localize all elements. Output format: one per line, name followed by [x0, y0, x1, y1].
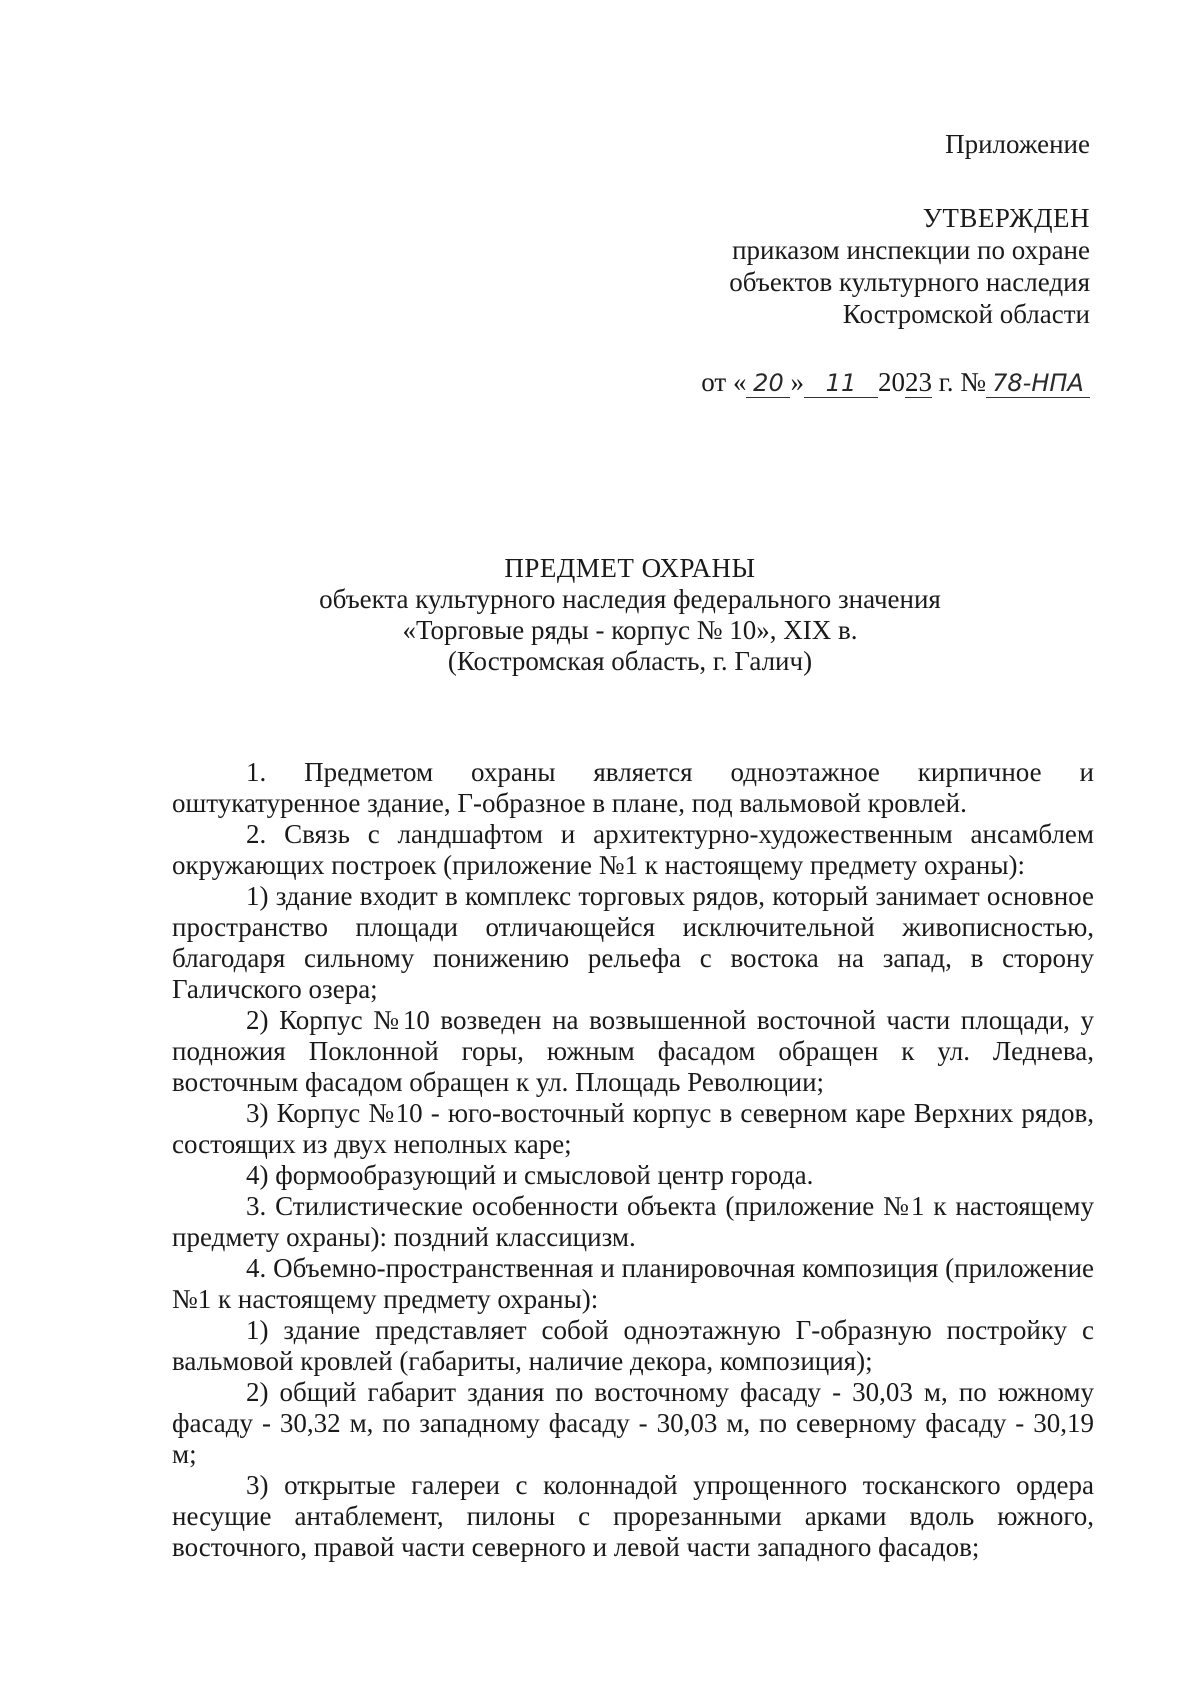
paragraph: 1. Предметом охраны является одноэтажное кирпичное и оштукатуренное здание, Г-образное в плане, под вальмовой кровлей.	[172, 757, 1094, 818]
approval-header	[729, 128, 1090, 330]
order-date-line	[701, 366, 1090, 398]
year-suffix: 23	[904, 367, 932, 397]
paragraph: 2) общий габарит здания по восточному фасаду - 30,03 м, по южному фасаду - 30,32 м, по западному фасаду - 30,03 м, по северному фасаду - 30,19 м;	[172, 1377, 1094, 1469]
approval-line-2: объектов культурного наследия	[729, 267, 1090, 297]
paragraph: 3. Стилистические особенности объекта (приложение №1 к настоящему предмету охраны): поздний классицизм.	[172, 1191, 1094, 1252]
paragraph: 2) Корпус №10 возведен на возвышенной восточной части площади, у подножия Поклонной горы, южным фасадом обращен к ул. Леднева, восточным фасадом обращен к ул. Площадь Революции;	[172, 1005, 1094, 1097]
year-prefix: 20	[877, 367, 905, 397]
document-title-block	[0, 553, 1200, 677]
paragraph: 3) Корпус №10 - юго-восточный корпус в северном каре Верхних рядов, состоящих из двух неполных каре;	[172, 1098, 1094, 1159]
title-line-3: (Костромская область, г. Галич)	[447, 646, 813, 676]
appendix-label: Приложение	[945, 129, 1090, 159]
paragraph: 1) здание входит в комплекс торговых рядов, который занимает основное пространство площади отличающейся исключительной живописностью, благодаря сильному понижению рельефа с востока на запад, в сторону Галичского озера;	[172, 881, 1094, 1004]
date-prefix: от «	[701, 367, 747, 397]
approved-label: УТВЕРЖДЕН	[922, 203, 1090, 233]
title-line-2: «Торговые ряды - корпус № 10», XIX в.	[402, 615, 858, 645]
paragraph: 4. Объемно-пространственная и планировочная композиция (приложение №1 к настоящему предмету охраны):	[172, 1253, 1094, 1314]
handwritten-day: 20	[746, 369, 790, 398]
title-line-1: объекта культурного наследия федерального значения	[319, 584, 941, 614]
paragraph: 2. Связь с ландшафтом и архитектурно-художественным ансамблем окружающих построек (приложение №1 к настоящему предмету охраны):	[172, 819, 1094, 880]
handwritten-order-number: 78-НПА	[986, 369, 1090, 398]
approval-line-1: приказом инспекции по охране	[732, 235, 1090, 265]
paragraph: 4) формообразующий и смысловой центр города.	[246, 1160, 814, 1190]
paragraph: 3) открытые галереи с колоннадой упрощенного тосканского ордера несущие антаблемент, пилоны с прорезанными арками вдоль южного, восточного, правой части северного и левой части западного фасадов;	[172, 1470, 1094, 1562]
date-mid: »	[790, 367, 804, 397]
number-prefix: г. №	[931, 367, 986, 397]
handwritten-month: 11	[804, 369, 878, 398]
document-body	[172, 757, 1094, 1563]
paragraph: 1) здание представляет собой одноэтажную Г-образную постройку с вальмовой кровлей (габариты, наличие декора, композиция);	[172, 1315, 1094, 1376]
approval-line-3: Костромской области	[842, 299, 1090, 329]
document-title: ПРЕДМЕТ ОХРАНЫ	[504, 553, 756, 583]
